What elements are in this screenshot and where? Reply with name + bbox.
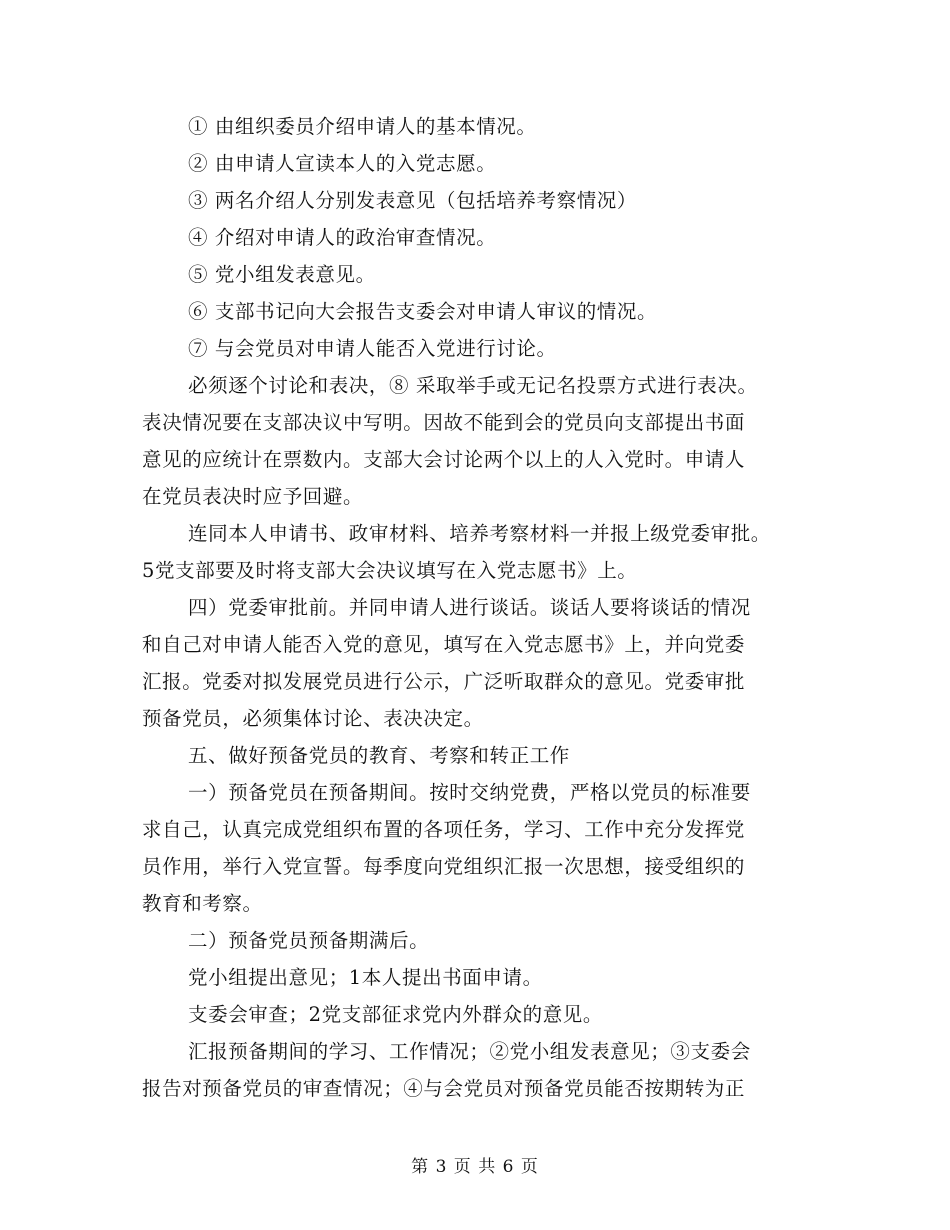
text-line: 汇报。党委对拟发展党员进行公示，广泛听取群众的意见。党委审批 — [142, 670, 746, 693]
text-line: 报告对预备党员的审查情况；④与会党员对预备党员能否按期转为正 — [142, 1077, 746, 1100]
text-line: ④ 介绍对申请人的政治审查情况。 — [188, 226, 497, 249]
text-line: 必须逐个讨论和表决，⑧ 采取举手或无记名投票方式进行表决。 — [188, 374, 758, 397]
text-line: 教育和考察。 — [142, 892, 263, 915]
text-line: 二）预备党员预备期满后。 — [188, 929, 430, 952]
text-line: 求自己，认真完成党组织布置的各项任务，学习、工作中充分发挥党 — [142, 818, 746, 841]
text-line: ② 由申请人宣读本人的入党志愿。 — [188, 152, 497, 175]
text-line: ⑥ 支部书记向大会报告支委会对申请人审议的情况。 — [188, 300, 658, 323]
text-line: 5党支部要及时将支部大会决议填写在入党志愿书》上。 — [142, 559, 638, 582]
text-line: 五、做好预备党员的教育、考察和转正工作 — [188, 744, 570, 767]
text-line: 和自己对申请人能否入党的意见，填写在入党志愿书》上，并向党委 — [142, 633, 746, 656]
text-line: 预备党员，必须集体讨论、表决决定。 — [142, 707, 484, 730]
page-footer: 第 3 页 共 6 页 — [411, 1157, 539, 1177]
text-line: 连同本人申请书、政审材料、培养考察材料一并报上级党委审批。 — [188, 522, 771, 545]
text-line: ⑤ 党小组发表意见。 — [188, 263, 376, 286]
text-line: 一）预备党员在预备期间。按时交纳党费，严格以党员的标准要 — [188, 781, 751, 804]
text-line: 意见的应统计在票数内。支部大会讨论两个以上的人入党时。申请人 — [142, 448, 746, 471]
text-line: 表决情况要在支部决议中写明。因故不能到会的党员向支部提出书面 — [142, 411, 746, 434]
text-line: ③ 两名介绍人分别发表意见（包括培养考察情况） — [188, 189, 637, 212]
text-line: 汇报预备期间的学习、工作情况；②党小组发表意见；③支委会 — [188, 1040, 751, 1063]
text-line: 支委会审查；2党支部征求党内外群众的意见。 — [188, 1003, 604, 1026]
text-line: ⑦ 与会党员对申请人能否入党进行讨论。 — [188, 337, 557, 360]
text-line: 在党员表决时应予回避。 — [142, 485, 364, 508]
text-line: 四）党委审批前。并同申请人进行谈话。谈话人要将谈话的情况 — [188, 596, 751, 619]
document-body — [142, 108, 812, 1107]
text-line: 员作用，举行入党宣誓。每季度向党组织汇报一次思想，接受组织的 — [142, 855, 746, 878]
text-line: ① 由组织委员介绍申请人的基本情况。 — [188, 115, 537, 138]
text-line: 党小组提出意见；1本人提出书面申请。 — [188, 966, 543, 989]
